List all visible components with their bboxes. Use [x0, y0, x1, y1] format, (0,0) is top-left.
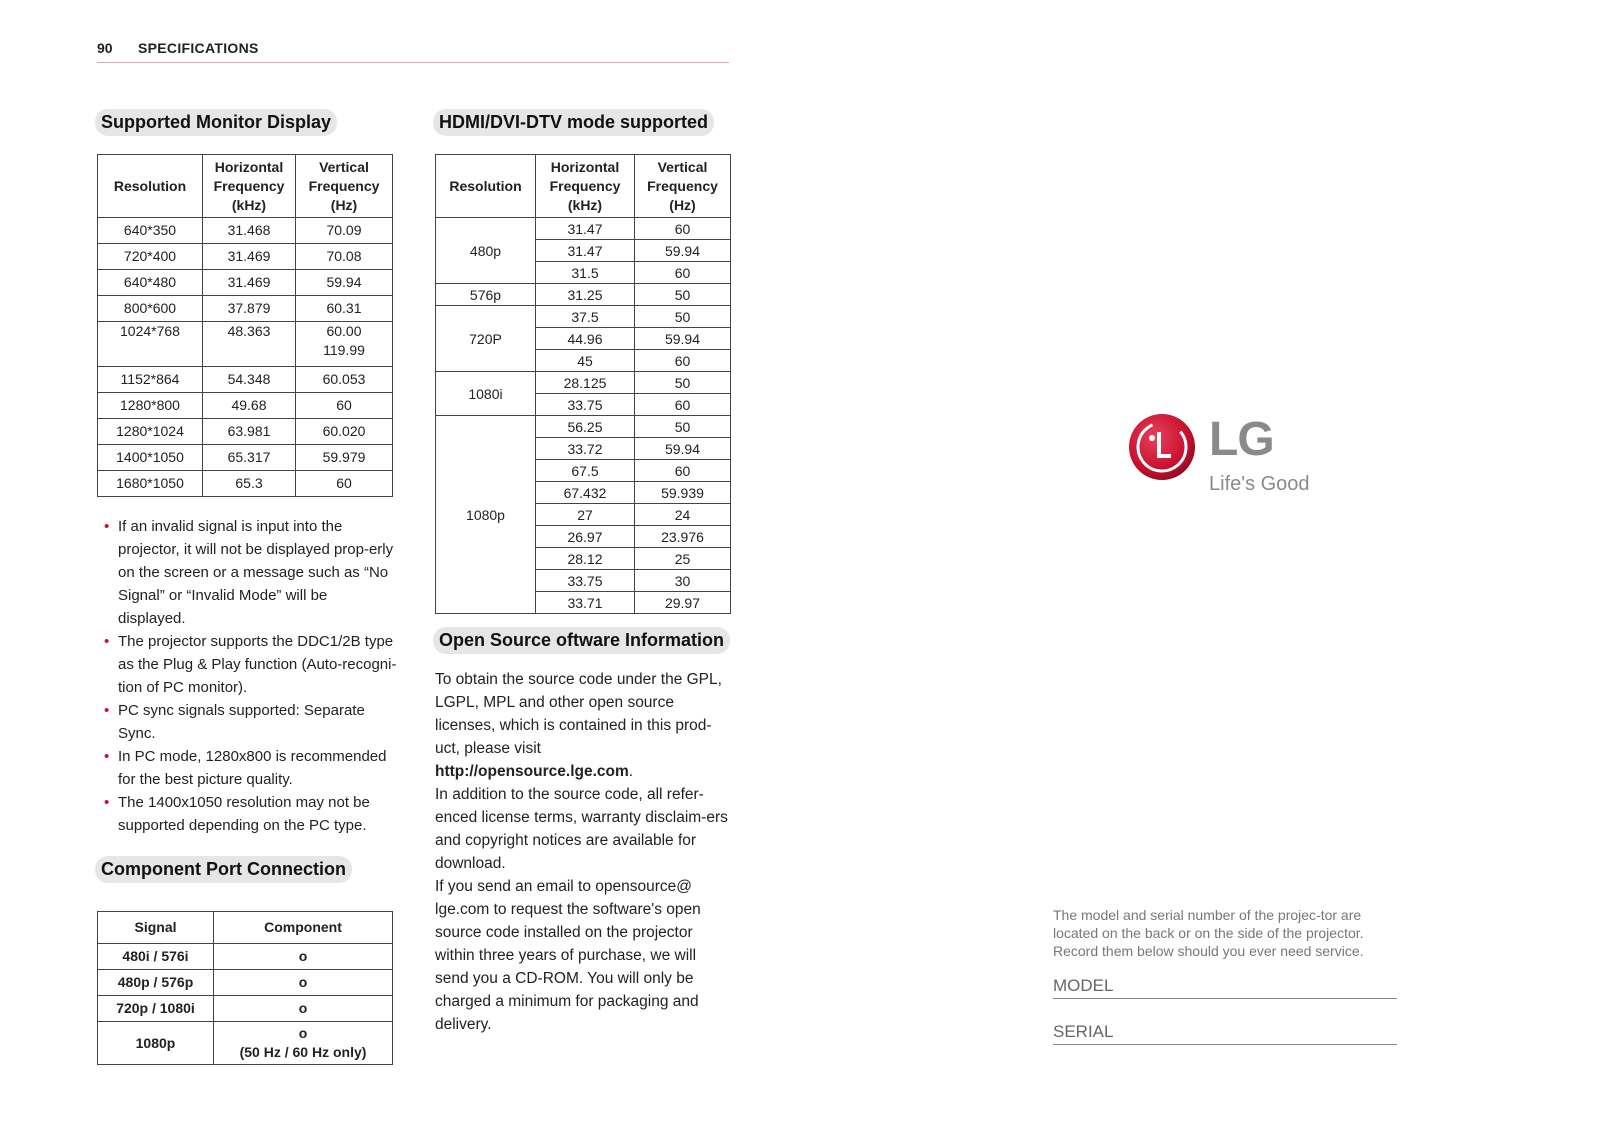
horizontal-cell: 49.68	[203, 393, 296, 419]
lg-wordmark: LG	[1209, 413, 1274, 466]
hdmi-section-heading: HDMI/DVI-DTV mode supported	[433, 109, 714, 136]
monitor-display-table	[97, 154, 393, 497]
vertical-cell: 60.00 119.99	[296, 322, 393, 367]
horizontal-cell: 48.363	[203, 322, 296, 367]
table-row	[98, 270, 393, 296]
signal-cell: 480i / 576i	[98, 944, 214, 970]
col-header-resolution: Resolution	[436, 155, 536, 218]
resolution-cell: 1152*864	[98, 367, 203, 393]
resolution-cell: 1080p	[436, 416, 536, 614]
horizontal-cell: 28.12	[536, 548, 635, 570]
table-row	[98, 296, 393, 322]
page-section-title: SPECIFICATIONS	[138, 40, 259, 56]
component-section-heading: Component Port Connection	[95, 856, 352, 883]
vertical-cell: 70.08	[296, 244, 393, 270]
resolution-cell: 1080i	[436, 372, 536, 416]
table-row	[98, 218, 393, 244]
resolution-cell: 576p	[436, 284, 536, 306]
vertical-cell: 60	[635, 460, 731, 482]
signal-cell: 1080p	[98, 1022, 214, 1065]
horizontal-cell: 31.47	[536, 240, 635, 262]
col-header-horizontal: Horizontal Frequency (kHz)	[536, 155, 635, 218]
horizontal-cell: 31.469	[203, 270, 296, 296]
serial-label: SERIAL	[1053, 1022, 1117, 1041]
vertical-cell: 30	[635, 570, 731, 592]
component-port-table	[97, 911, 393, 1065]
vertical-cell: 60	[296, 393, 393, 419]
vertical-cell: 60	[635, 350, 731, 372]
horizontal-cell: 45	[536, 350, 635, 372]
vertical-cell: 50	[635, 372, 731, 394]
serial-field[interactable]	[1053, 1020, 1397, 1045]
lg-tagline: Life's Good	[1209, 473, 1310, 495]
table-header-row	[98, 155, 393, 218]
horizontal-cell: 31.5	[536, 262, 635, 284]
horizontal-cell: 63.981	[203, 419, 296, 445]
model-label: MODEL	[1053, 976, 1117, 995]
component-cell: o	[214, 996, 393, 1022]
note-item: • PC sync signals supported: Separate Sync.	[98, 699, 398, 745]
horizontal-cell: 28.125	[536, 372, 635, 394]
table-row	[98, 367, 393, 393]
col-header-resolution: Resolution	[98, 155, 203, 218]
vertical-cell: 50	[635, 284, 731, 306]
page-header	[97, 40, 729, 63]
col-header-component: Component	[214, 912, 393, 944]
col-header-vertical: Vertical Frequency (Hz)	[635, 155, 731, 218]
signal-cell: 720p / 1080i	[98, 996, 214, 1022]
registration-block	[1053, 906, 1398, 1045]
horizontal-cell: 26.97	[536, 526, 635, 548]
horizontal-cell: 65.317	[203, 445, 296, 471]
horizontal-cell: 54.348	[203, 367, 296, 393]
resolution-cell: 1280*1024	[98, 419, 203, 445]
lg-face-icon	[1127, 412, 1197, 482]
open-source-para-1: To obtain the source code under the GPL, LGPL, MPL and other open source licenses, which is contained in this prod-uct, please visit	[435, 671, 722, 757]
component-cell: o	[214, 970, 393, 996]
vertical-cell: 60	[635, 262, 731, 284]
resolution-cell: 720P	[436, 306, 536, 372]
vertical-cell: 59.979	[296, 445, 393, 471]
horizontal-cell: 37.879	[203, 296, 296, 322]
vertical-cell: 70.09	[296, 218, 393, 244]
table-row	[98, 419, 393, 445]
horizontal-cell: 33.75	[536, 570, 635, 592]
table-row	[436, 372, 731, 394]
resolution-cell: 480p	[436, 218, 536, 284]
table-header-row	[98, 912, 393, 944]
vertical-cell: 29.97	[635, 592, 731, 614]
component-note: (50 Hz / 60 Hz only)	[239, 1044, 367, 1060]
table-row	[98, 471, 393, 497]
note-item: • The 1400x1050 resolution may not be supported depending on the PC type.	[98, 791, 398, 837]
open-source-text	[435, 668, 733, 1036]
horizontal-cell: 27	[536, 504, 635, 526]
vertical-cell: 50	[635, 416, 731, 438]
resolution-cell: 800*600	[98, 296, 203, 322]
note-item: • If an invalid signal is input into the projector, it will not be displayed prop-erly on the screen or a message such as “No Signal” or “Invalid Mode” will be displayed.	[98, 515, 398, 630]
horizontal-cell: 33.71	[536, 592, 635, 614]
vertical-cell: 25	[635, 548, 731, 570]
open-source-para-3: If you send an email to opensource@ lge.com to request the software's open source code installed on the projector within three years of purchase, we will send you a CD-ROM. You will only be charged a minimum for packaging and delivery.	[435, 878, 701, 1033]
vertical-cell: 60.020	[296, 419, 393, 445]
page-number: 90	[97, 40, 113, 56]
horizontal-cell: 33.75	[536, 394, 635, 416]
open-source-para-2: In addition to the source code, all refer-enced license terms, warranty disclaim-ers and copyright notices are available for download.	[435, 786, 728, 872]
vertical-cell: 60.053	[296, 367, 393, 393]
component-cell	[214, 1022, 393, 1065]
resolution-cell: 1400*1050	[98, 445, 203, 471]
monitor-notes-list	[98, 515, 398, 837]
horizontal-cell: 44.96	[536, 328, 635, 350]
open-source-url-line	[435, 760, 733, 783]
resolution-cell: 1680*1050	[98, 471, 203, 497]
table-row	[98, 393, 393, 419]
horizontal-cell: 31.469	[203, 244, 296, 270]
table-row	[436, 306, 731, 328]
col-header-horizontal: Horizontal Frequency (kHz)	[203, 155, 296, 218]
hdmi-mode-table	[435, 154, 731, 614]
vertical-cell: 50	[635, 306, 731, 328]
vertical-cell: 59.939	[635, 482, 731, 504]
signal-cell: 480p / 576p	[98, 970, 214, 996]
table-row	[436, 218, 731, 240]
table-header-row	[436, 155, 731, 218]
vertical-cell: 59.94	[635, 328, 731, 350]
table-row	[436, 416, 731, 438]
horizontal-cell: 33.72	[536, 438, 635, 460]
vertical-cell: 60	[296, 471, 393, 497]
table-row	[98, 996, 393, 1022]
table-row	[98, 445, 393, 471]
resolution-cell: 640*350	[98, 218, 203, 244]
horizontal-cell: 31.25	[536, 284, 635, 306]
note-item: • In PC mode, 1280x800 is recommended for the best picture quality.	[98, 745, 398, 791]
vertical-cell: 59.94	[635, 240, 731, 262]
table-row	[436, 284, 731, 306]
vertical-cell: 60	[635, 394, 731, 416]
col-header-signal: Signal	[98, 912, 214, 944]
table-row	[98, 244, 393, 270]
table-row	[98, 944, 393, 970]
vertical-cell: 59.94	[635, 438, 731, 460]
vertical-cell: 23.976	[635, 526, 731, 548]
horizontal-cell: 31.468	[203, 218, 296, 244]
table-row	[98, 322, 393, 367]
vertical-cell: 24	[635, 504, 731, 526]
monitor-section-heading: Supported Monitor Display	[95, 109, 337, 136]
resolution-cell: 720*400	[98, 244, 203, 270]
vertical-cell: 59.94	[296, 270, 393, 296]
table-row	[98, 970, 393, 996]
resolution-cell: 1024*768	[98, 322, 203, 367]
horizontal-cell: 67.5	[536, 460, 635, 482]
lg-logo	[1127, 412, 1327, 502]
horizontal-cell: 67.432	[536, 482, 635, 504]
open-source-url[interactable]: http://opensource.lge.com	[435, 763, 629, 780]
url-suffix: .	[628, 763, 634, 780]
resolution-cell: 1280*800	[98, 393, 203, 419]
component-mark: o	[298, 1025, 308, 1041]
horizontal-cell: 37.5	[536, 306, 635, 328]
component-cell: o	[214, 944, 393, 970]
open-source-section-heading: Open Source oftware Information	[433, 627, 730, 654]
horizontal-cell: 65.3	[203, 471, 296, 497]
col-header-vertical: Vertical Frequency (Hz)	[296, 155, 393, 218]
horizontal-cell: 56.25	[536, 416, 635, 438]
vertical-cell: 60	[635, 218, 731, 240]
resolution-cell: 640*480	[98, 270, 203, 296]
model-field[interactable]	[1053, 974, 1397, 999]
vertical-cell: 60.31	[296, 296, 393, 322]
note-item: • The projector supports the DDC1/2B type as the Plug & Play function (Auto-recogni-tion of PC monitor).	[98, 630, 398, 699]
table-row	[98, 1022, 393, 1065]
registration-note: The model and serial number of the projec-tor are located on the back or on the side of the projector. Record them below should you ever need service.	[1053, 907, 1364, 959]
horizontal-cell: 31.47	[536, 218, 635, 240]
